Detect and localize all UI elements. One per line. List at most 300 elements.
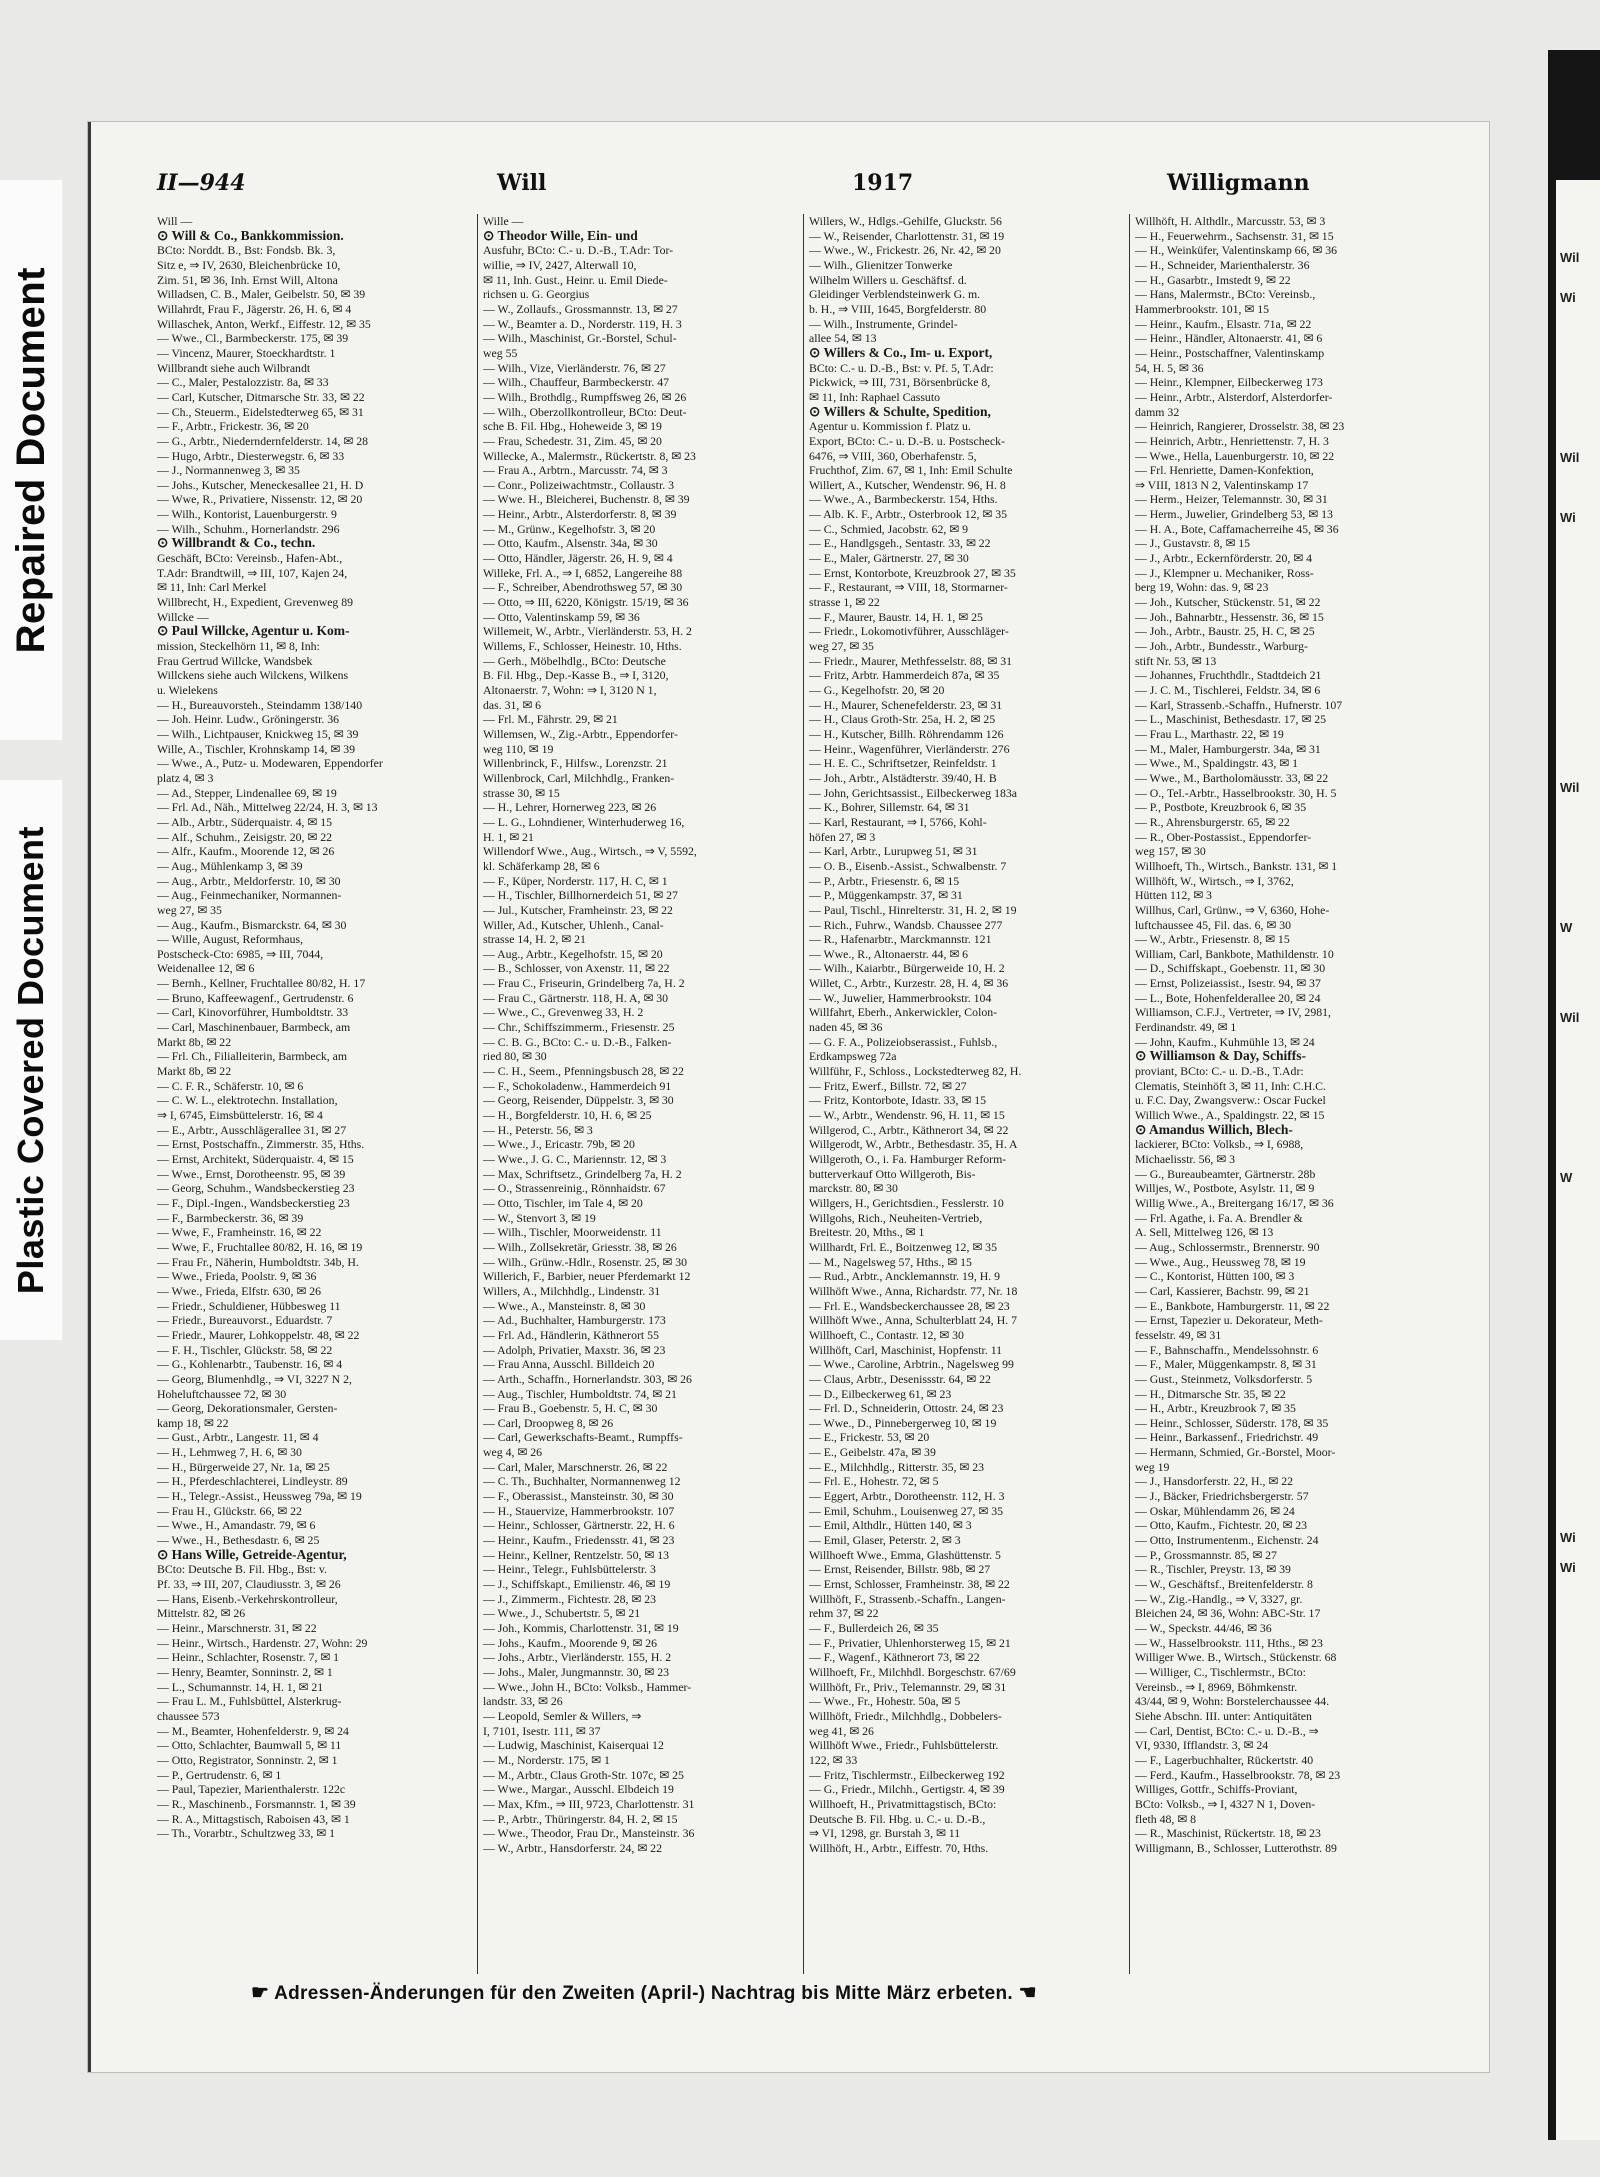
directory-entry: — F., Bullerdeich 26, ✉ 35 — [809, 1621, 939, 1635]
directory-entry: Deutsche B. Fil. Hbg. u. C.- u. D.-B., — [809, 1811, 986, 1826]
directory-entry: Willhöft, H., Arbtr., Eiffestr. 70, Hths. — [809, 1840, 989, 1855]
directory-entry: — Wwe., Frieda, Poolstr. 9, ✉ 36 — [157, 1269, 317, 1284]
directory-entry: — Heinr., Klempner, Eilbeckerweg 173 — [1135, 375, 1323, 390]
directory-entry: u. F.C. Day, Zwangsverw.: Oscar Fuckel — [1135, 1093, 1326, 1108]
directory-entry: — Ludwig, Maschinist, Kaiserquai 12 — [483, 1738, 664, 1753]
directory-entry: — F., Dipl.-Ingen., Wandsbeckerstieg 23 — [157, 1195, 350, 1210]
directory-entry: Bleichen 24, ✉ 36, Wohn: ABC-Str. 17 — [1135, 1606, 1321, 1621]
directory-entry: Ausfuhr, BCto: C.- u. D.-B., T.Adr: Tor- — [483, 243, 674, 258]
directory-entry: — H., Schneider, Marienthalerstr. 36 — [1135, 257, 1310, 272]
adjacent-page-fragment: Wi — [1560, 510, 1576, 525]
directory-entry: u. Wielekens — [157, 683, 218, 697]
directory-entry: — Aug., Feinmechaniker, Normannen- — [157, 888, 342, 903]
directory-entry: — Carl, Kinovorführer, Humboldtstr. 33 — [157, 1005, 349, 1020]
directory-entry: ⊙ Paul Willcke, Agentur u. Kom- — [157, 624, 350, 639]
directory-entry: Willhöft, W., Wirtsch., ⇒ I, 3762, — [1135, 873, 1294, 888]
directory-entry: Willendorf Wwe., Aug., Wirtsch., ⇒ V, 5592, — [483, 844, 697, 859]
directory-entry: — Williger, C., Tischlermstr., BCto: — [1135, 1664, 1306, 1679]
directory-entry: — Heinr., Kaufm., Elsastr. 71a, ✉ 22 — [1135, 316, 1312, 331]
directory-entry: — H., Telegr.-Assist., Heussweg 79a, ✉ 19 — [157, 1489, 362, 1504]
directory-entry: A. Sell, Mittelweg 126, ✉ 13 — [1135, 1225, 1274, 1240]
directory-entry: — H., Kutscher, Billh. Röhrendamm 126 — [809, 726, 1004, 741]
directory-entry: — Bernh., Kellner, Fruchtallee 80/82, H. 17 — [157, 976, 366, 991]
directory-entry: Clematis, Steinhöft 3, ✉ 11, Inh: C.H.C. — [1135, 1078, 1326, 1093]
directory-entry: H. 1, ✉ 21 — [483, 829, 534, 844]
adjacent-page-fragment: W — [1560, 1170, 1573, 1185]
directory-entry: Pickwick, ⇒ III, 731, Börsenbrücke 8, — [809, 375, 991, 390]
directory-entry: — H. E. C., Schriftsetzer, Reinfeldstr. 1 — [809, 756, 997, 771]
directory-entry: — E., Maler, Gärtnerstr. 27, ✉ 30 — [809, 551, 969, 566]
directory-entry: B. Fil. Hbg., Dep.-Kasse B., ⇒ I, 3120, — [483, 668, 669, 683]
directory-entry: — H., Weinküfer, Valentinskamp 66, ✉ 36 — [1135, 243, 1337, 258]
directory-entry: — Friedr., Maurer, Methfesselstr. 88, ✉ 31 — [809, 653, 1013, 668]
directory-entry: — C. H., Seem., Pfenningsbusch 28, ✉ 22 — [483, 1064, 684, 1079]
directory-entry: — Frl. Agathe, i. Fa. A. Brendler & — [1135, 1210, 1303, 1225]
directory-entry: 6476, ⇒ VIII, 360, Oberhafenstr. 5, — [809, 448, 977, 463]
directory-entry: — Frau Anna, Ausschl. Billdeich 20 — [483, 1357, 655, 1372]
directory-entry: — Alb., Arbtr., Süderquaistr. 4, ✉ 15 — [157, 814, 333, 829]
directory-entry: — Ernst, Architekt, Süderquaistr. 4, ✉ 15 — [157, 1152, 354, 1166]
column-divider — [477, 214, 478, 1974]
directory-entry: I, 7101, Isestr. 111, ✉ 37 — [483, 1723, 601, 1738]
directory-entry: — H., Claus Groth-Str. 25a, H. 2, ✉ 25 — [809, 712, 996, 727]
directory-entry: Willfahrt, Eberh., Ankerwickler, Colon- — [809, 1005, 998, 1020]
directory-entry: fleth 48, ✉ 8 — [1135, 1811, 1196, 1826]
directory-entry: — L. G., Lohndiener, Winterhuderweg 16, — [483, 814, 685, 829]
directory-entry: Weidenallee 12, ✉ 6 — [157, 961, 255, 976]
directory-entry: — R., Tischler, Preystr. 13, ✉ 39 — [1135, 1562, 1291, 1577]
column-2 — [483, 214, 801, 1856]
adjacent-page-fragment: Wil — [1560, 780, 1580, 795]
directory-entry: — Alfr., Kaufm., Moorende 12, ✉ 26 — [157, 844, 335, 859]
directory-entry: — Arth., Schaffn., Hornerlandstr. 303, ✉ 26 — [483, 1371, 692, 1386]
directory-entry: — Frl. Ad., Händlerin, Käthnerort 55 — [483, 1327, 659, 1342]
pointing-hand-icon: ☛ — [251, 1982, 270, 2004]
directory-entry: Willhöft Wwe., Friedr., Fuhlsbüttelerstr. — [809, 1738, 999, 1753]
directory-entry: — Rich., Fuhrw., Wandsb. Chaussee 277 — [809, 917, 1003, 932]
directory-entry: — Wwe, R., Privatiere, Nissenstr. 12, ✉ 20 — [157, 492, 363, 507]
directory-entry: — Bruno, Kaffeewagenf., Gertrudenstr. 6 — [157, 990, 354, 1005]
directory-entry: — F., Privatier, Uhlenhorsterweg 15, ✉ 21 — [809, 1635, 1011, 1650]
directory-entry: — Wwe., J. G. C., Mariennstr. 12, ✉ 3 — [483, 1152, 667, 1166]
directory-entry: — F., Lagerbuchhalter, Rückertstr. 40 — [1135, 1752, 1314, 1767]
directory-entry: Willgeroth, O., i. Fa. Hamburger Reform- — [809, 1152, 1007, 1166]
directory-entry: — F., Schreiber, Abendrothsweg 57, ✉ 30 — [483, 580, 683, 595]
directory-entry: — Carl, Kutscher, Ditmarsche Str. 33, ✉ 22 — [157, 389, 365, 404]
directory-entry: — Conr., Polizeiwachtmstr., Collaustr. 3 — [483, 477, 675, 492]
directory-entry: — Johs., Kaufm., Moorende 9, ✉ 26 — [483, 1635, 658, 1650]
directory-entry: — Fritz, Ewerf., Billstr. 72, ✉ 27 — [809, 1078, 967, 1093]
directory-entry: — F., Bahnschaffn., Mendelssohnstr. 6 — [1135, 1342, 1319, 1357]
directory-entry: — Emil, Schuhm., Louisenweg 27, ✉ 35 — [809, 1503, 1004, 1518]
directory-entry: — W., Stenvort 3, ✉ 19 — [483, 1210, 596, 1225]
directory-entry: — H., Ditmarsche Str. 35, ✉ 22 — [1135, 1386, 1286, 1401]
directory-entry: — K., Bohrer, Sillemstr. 64, ✉ 31 — [809, 800, 970, 815]
directory-entry: — H., Gasarbtr., Imstedt 9, ✉ 22 — [1135, 272, 1291, 287]
directory-entry: Fruchthof, Zim. 67, ✉ 1, Inh: Emil Schulte — [809, 463, 1013, 478]
directory-entry: Willhoeft, H., Privatmittagstisch, BCto: — [809, 1796, 997, 1811]
directory-entry: — Wwe., Frieda, Elfstr. 630, ✉ 26 — [157, 1283, 321, 1298]
directory-entry: — Wwe, F., Framheinstr. 16, ✉ 22 — [157, 1225, 322, 1240]
directory-entry: Willhöft, Fr., Priv., Telemannstr. 29, ✉ 31 — [809, 1679, 1007, 1694]
directory-entry: — Frau B., Goebenstr. 5, H. C, ✉ 30 — [483, 1401, 658, 1416]
directory-entry: — H. A., Bote, Caffamacherreihe 45, ✉ 36 — [1135, 521, 1339, 536]
directory-entry: — C. W. L., elektrotechn. Installation, — [157, 1093, 338, 1108]
directory-entry: — J., Zimmerm., Fichtestr. 28, ✉ 23 — [483, 1591, 657, 1606]
directory-entry: — P., Arbtr., Friesenstr. 6, ✉ 15 — [809, 873, 960, 888]
directory-entry: — F., Arbtr., Frickestr. 36, ✉ 20 — [157, 419, 309, 434]
column-divider — [803, 214, 804, 1974]
directory-entry: — P., Müggenkampstr. 37, ✉ 31 — [809, 888, 963, 903]
directory-entry: — Alb. K. F., Arbtr., Osterbrook 12, ✉ 35 — [809, 507, 1008, 522]
directory-entry: Markt 8b, ✉ 22 — [157, 1034, 232, 1049]
directory-entry: — Wilh., Kaiarbtr., Bürgerweide 10, H. 2 — [809, 961, 1005, 976]
directory-entry: — Georg, Dekorationsmaler, Gersten- — [157, 1401, 338, 1416]
directory-entry: — John, Kaufm., Kuhmühle 13, ✉ 24 — [1135, 1034, 1315, 1049]
column-3 — [809, 214, 1127, 1856]
directory-entry: Williger Wwe. B., Wirtsch., Stückenstr. 68 — [1135, 1650, 1337, 1665]
directory-entry: — Hans, Malermstr., BCto: Vereinsb., — [1135, 287, 1316, 302]
directory-entry: Gleidinger Verblendsteinwerk G. m. — [809, 287, 981, 302]
directory-entry: — J., Bäcker, Friedrichsbergerstr. 57 — [1135, 1489, 1309, 1504]
header-keyword-right: Willigmann — [1167, 170, 1310, 196]
directory-entry: — P., Arbtr., Thüringerstr. 84, H. 2, ✉ 15 — [483, 1811, 678, 1826]
directory-entry: — Wwe., C., Grevenweg 33, H. 2 — [483, 1005, 644, 1020]
directory-entry: Willcke — — [157, 609, 209, 624]
directory-entry: — H., Stauervize, Hammerbrookstr. 107 — [483, 1503, 675, 1518]
directory-entry: — Wwe., A., Barmbeckerstr. 154, Hths. — [809, 492, 998, 507]
directory-entry: — Heinr., Schlosser, Süderstr. 178, ✉ 35 — [1135, 1415, 1329, 1430]
directory-entry: — Wilh., Chauffeur, Barmbeckerstr. 47 — [483, 375, 670, 390]
directory-entry: — Alf., Schuhm., Zeisigstr. 20, ✉ 22 — [157, 829, 333, 844]
directory-entry: — Johs., Kutscher, Meneckesallee 21, H. D — [157, 477, 364, 492]
directory-entry: Williges, Gottfr., Schiffs-Proviant, — [1135, 1782, 1298, 1797]
directory-entry: marckstr. 80, ✉ 30 — [809, 1181, 898, 1196]
directory-entry: Willaschek, Anton, Werkf., Eiffestr. 12, ✉ 35 — [157, 316, 371, 331]
directory-entry: — Ernst, Kontorbote, Kreuzbrook 27, ✉ 35 — [809, 565, 1016, 580]
directory-entry: Michaelisstr. 56, ✉ 3 — [1135, 1152, 1235, 1166]
directory-entry: — Hans, Eisenb.-Verkehrskontrolleur, — [157, 1591, 338, 1606]
directory-entry: — John, Gerichtsassist., Eilbeckerweg 183a — [809, 785, 1018, 800]
directory-page — [88, 122, 1489, 2072]
directory-entry: — J. C. M., Tischlerei, Feldstr. 34, ✉ 6 — [1135, 683, 1321, 697]
directory-entry: — P., Postbote, Kreuzbrook 6, ✉ 35 — [1135, 800, 1307, 815]
directory-entry: ⇒ VIII, 1813 N 2, Valentinskamp 17 — [1135, 477, 1309, 492]
header-keyword-left: Will — [497, 170, 547, 196]
directory-entry: — Ad., Stepper, Lindenallee 69, ✉ 19 — [157, 785, 337, 800]
directory-entry: — Wilh., Tischler, Moorweidenstr. 11 — [483, 1225, 662, 1240]
directory-entry: Willjes, W., Postbote, Asylstr. 11, ✉ 9 — [1135, 1181, 1315, 1196]
directory-entry: — B., Schlosser, von Axenstr. 11, ✉ 22 — [483, 961, 670, 976]
directory-entry: — H., Borgfelderstr. 10, H. 6, ✉ 25 — [483, 1108, 652, 1123]
directory-entry: — Carl, Kassierer, Bachstr. 99, ✉ 21 — [1135, 1283, 1310, 1298]
directory-entry: — J., Gustavstr. 8, ✉ 15 — [1135, 536, 1251, 551]
directory-entry: kamp 18, ✉ 22 — [157, 1415, 229, 1430]
directory-entry: — Frau A., Arbtrn., Marcusstr. 74, ✉ 3 — [483, 463, 668, 478]
directory-entry: Willhöft, F., Strassenb.-Schaffn., Langen- — [809, 1591, 1006, 1606]
directory-entry: — Heinr., Marschnerstr. 31, ✉ 22 — [157, 1621, 317, 1635]
directory-entry: — Max, Kfm., ⇒ III, 9723, Charlottenstr. 31 — [483, 1796, 695, 1811]
directory-entry: lackierer, BCto: Volksb., ⇒ I, 6988, — [1135, 1137, 1304, 1152]
directory-entry: — R. A., Mittagstisch, Raboisen 43, ✉ 1 — [157, 1811, 350, 1826]
directory-entry: Willecke, A., Malermstr., Rückertstr. 8, ✉ 23 — [483, 448, 696, 463]
directory-entry: — E., Milchhdlg., Ritterstr. 35, ✉ 23 — [809, 1459, 985, 1474]
directory-entry: — Wwe., H., Bethesdastr. 6, ✉ 25 — [157, 1533, 320, 1548]
directory-entry: Willenbrinck, F., Hilfsw., Lorenzstr. 21 — [483, 756, 668, 771]
directory-entry: — Heinrich, Arbtr., Henriettenstr. 7, H. 3 — [1135, 433, 1329, 448]
directory-entry: — Frl. M., Fährstr. 29, ✉ 21 — [483, 712, 618, 727]
repaired-document-label — [0, 180, 62, 740]
directory-entry: — L., Schumannstr. 14, H. 1, ✉ 21 — [157, 1679, 324, 1694]
directory-entry: Willemeit, W., Arbtr., Vierländerstr. 53, H. 2 — [483, 624, 692, 639]
directory-entry: weg 27, ✉ 35 — [157, 902, 222, 917]
directory-entry: — Max, Schriftsetz., Grindelberg 7a, H. 2 — [483, 1166, 682, 1181]
directory-entry: — O., Strassenreinig., Rönnhaidstr. 67 — [483, 1181, 666, 1196]
page-header — [157, 170, 1429, 204]
directory-entry: — Wilh., Lichtpauser, Knickweg 15, ✉ 39 — [157, 726, 359, 741]
directory-entry: Willgerod, C., Arbtr., Käthnerort 34, ✉ 22 — [809, 1122, 1009, 1137]
directory-entry: — G., Friedr., Milchh., Gertigstr. 4, ✉ 39 — [809, 1782, 1005, 1797]
directory-entry: — W., Zollaufs., Grossmannstr. 13, ✉ 27 — [483, 301, 678, 316]
directory-entry: — Wwe., Caroline, Arbtrin., Nagelsweg 99 — [809, 1357, 1014, 1372]
directory-entry: Ferdinandstr. 49, ✉ 1 — [1135, 1020, 1237, 1035]
directory-entry: — Wilh., Brothdlg., Rumpffsweg 26, ✉ 26 — [483, 389, 687, 404]
directory-entry: ✉ 11, Inh. Gust., Heinr. u. Emil Diede- — [483, 272, 668, 287]
directory-entry: — Gust., Steinmetz, Volksdorferstr. 5 — [1135, 1371, 1313, 1386]
directory-entry: — Friedr., Schuldiener, Hübbesweg 11 — [157, 1298, 341, 1313]
directory-entry: landstr. 33, ✉ 26 — [483, 1694, 563, 1709]
directory-entry: Willems, F., Schlosser, Heinestr. 10, Hths. — [483, 639, 682, 654]
directory-entry: — R., Hafenarbtr., Marckmannstr. 121 — [809, 932, 992, 947]
directory-entry: — W., Beamter a. D., Norderstr. 119, H. 3 — [483, 316, 682, 331]
directory-entry: Willckens siehe auch Wilckens, Wilkens — [157, 668, 349, 683]
directory-entry: — Karl, Arbtr., Lurupweg 51, ✉ 31 — [809, 844, 978, 859]
directory-entry: berg 19, Wohn: das. 9, ✉ 23 — [1135, 580, 1269, 595]
directory-entry: Hoheluftchaussee 72, ✉ 30 — [157, 1386, 287, 1401]
adjacent-page-fragment: Wi — [1560, 290, 1576, 305]
directory-entry: Willgers, H., Gerichtsdien., Fesslerstr. 10 — [809, 1195, 1004, 1210]
directory-entry: — Ernst, Schlosser, Framheinstr. 38, ✉ 22 — [809, 1577, 1010, 1592]
directory-entry: — H., Lehrer, Hornerweg 223, ✉ 26 — [483, 800, 657, 815]
directory-entry: — Wwe., W., Frickestr. 26, Nr. 42, ✉ 20 — [809, 243, 1001, 258]
directory-entry: willie, ⇒ IV, 2427, Alterwall 10, — [483, 257, 637, 272]
directory-entry: ⇒ VI, 1298, gr. Burstah 3, ✉ 11 — [809, 1826, 961, 1841]
directory-entry: — Carl, Gewerkschafts-Beamt., Rumpffs- — [483, 1430, 683, 1445]
directory-entry: — Ernst, Tapezier u. Dekorateur, Meth- — [1135, 1313, 1323, 1328]
directory-entry: — Claus, Arbtr., Desenissstr. 64, ✉ 22 — [809, 1371, 991, 1386]
directory-entry: Willhöft, H. Althdlr., Marcusstr. 53, ✉ 3 — [1135, 214, 1326, 228]
directory-entry: Wille, A., Tischler, Krohnskamp 14, ✉ 39 — [157, 741, 356, 756]
repaired-document-text: Repaired Document — [8, 266, 53, 654]
directory-entry: — Wwe., J., Schubertstr. 5, ✉ 21 — [483, 1606, 641, 1621]
directory-entry: — Otto, ⇒ III, 6220, Königstr. 15/19, ✉ 36 — [483, 595, 689, 610]
directory-entry: — Jul., Kutscher, Framheinstr. 23, ✉ 22 — [483, 902, 673, 917]
directory-entry: — Wwe., J., Ericastr. 79b, ✉ 20 — [483, 1137, 635, 1152]
directory-entry: Willigmann, B., Schlosser, Lutterothstr. 89 — [1135, 1840, 1337, 1855]
directory-entry: — Joh., Kutscher, Stückenstr. 51, ✉ 22 — [1135, 595, 1321, 610]
directory-entry: — Wwe., H., Amandastr. 79, ✉ 6 — [157, 1518, 316, 1533]
directory-entry: Willeke, Frl. A., ⇒ I, 6852, Langereihe 88 — [483, 565, 683, 580]
directory-entry: Willert, A., Kutscher, Wendenstr. 96, H. 8 — [809, 477, 1006, 492]
directory-entry: — M., Beamter, Hohenfelderstr. 9, ✉ 24 — [157, 1723, 349, 1738]
directory-entry: — Karl, Restaurant, ⇒ I, 5766, Kohl- — [809, 814, 987, 829]
directory-entry: — Otto, Valentinskamp 59, ✉ 36 — [483, 609, 640, 624]
directory-entry: — G., Arbtr., Niederndernfelderstr. 14, ✉ 28 — [157, 433, 369, 448]
directory-entry: — C. Th., Buchhalter, Normannenweg 12 — [483, 1474, 681, 1489]
directory-entry: — J., Schiffskapt., Emilienstr. 46, ✉ 19 — [483, 1577, 671, 1592]
directory-entry: ✉ 11, Inh: Carl Merkel — [157, 580, 267, 595]
directory-entry: Hammerbrookstr. 101, ✉ 15 — [1135, 301, 1270, 316]
directory-entry: — G., Kegelhofstr. 20, ✉ 20 — [809, 683, 945, 697]
directory-entry: — G. F. A., Polizeiobserassist., Fuhlsb., — [809, 1034, 998, 1049]
directory-entry: — W., Hasselbrookstr. 111, Hths., ✉ 23 — [1135, 1635, 1323, 1650]
directory-entry: — F., Wagenf., Käthnerort 73, ✉ 22 — [809, 1650, 980, 1665]
directory-entry: — Wilh., Schuhm., Hornerlandstr. 296 — [157, 521, 340, 536]
directory-entry: — Wwe., Fr., Hohestr. 50a, ✉ 5 — [809, 1694, 961, 1709]
directory-entry: — W., Juwelier, Hammerbrookstr. 104 — [809, 990, 992, 1005]
directory-entry: BCto: Deutsche B. Fil. Hbg., Bst: v. — [157, 1562, 327, 1577]
directory-entry: — Otto, Schlachter, Baumwall 5, ✉ 11 — [157, 1738, 342, 1753]
directory-entry: — Wilh., Vize, Vierländerstr. 76, ✉ 27 — [483, 360, 666, 375]
directory-entry: — Heinr., Schlosser, Gärtnerstr. 22, H. 6 — [483, 1518, 675, 1533]
directory-entry: — J., Normannenweg 3, ✉ 35 — [157, 463, 300, 478]
adjacent-page-fragment: Wi — [1560, 1560, 1576, 1575]
directory-entry: — Emil, Althdlr., Hütten 140, ✉ 3 — [809, 1518, 972, 1533]
directory-entry: — Heinr., Wirtsch., Hardenstr. 27, Wohn: 29 — [157, 1635, 368, 1650]
directory-entry: allee 54, ✉ 13 — [809, 331, 877, 346]
directory-entry: — Hugo, Arbtr., Diesterwegstr. 6, ✉ 33 — [157, 448, 345, 463]
column-1 — [157, 214, 475, 1841]
directory-entry: — Emil, Glaser, Peterstr. 2, ✉ 3 — [809, 1533, 961, 1548]
directory-entry: — C., Maler, Pestalozzistr. 8a, ✉ 33 — [157, 375, 329, 390]
directory-entry: platz 4, ✉ 3 — [157, 770, 214, 785]
directory-entry: — J., Klempner u. Mechaniker, Ross- — [1135, 565, 1314, 580]
directory-entry: ⊙ Will & Co., Bankkommission. — [157, 228, 344, 243]
directory-entry: — M., Grünw., Kegelhofstr. 3, ✉ 20 — [483, 521, 656, 536]
directory-entry: — L., Maschinist, Bethesdastr. 17, ✉ 25 — [1135, 712, 1327, 727]
directory-entry: Altonaerstr. 7, Wohn: ⇒ I, 3120 N 1, — [483, 683, 657, 697]
directory-entry: naden 45, ✉ 36 — [809, 1020, 883, 1035]
directory-entry: Willführ, F., Schloss., Lockstedterweg 82, H. — [809, 1064, 1022, 1079]
directory-entry: — Friedr., Maurer, Lohkoppelstr. 48, ✉ 22 — [157, 1327, 360, 1342]
directory-entry: — F., Maler, Müggenkampstr. 8, ✉ 31 — [1135, 1357, 1317, 1372]
directory-entry: — M., Norderstr. 175, ✉ 1 — [483, 1752, 610, 1767]
directory-entry: — Ferd., Kaufm., Hasselbrookstr. 78, ✉ 23 — [1135, 1767, 1341, 1782]
directory-entry: Willadsen, C. B., Maler, Geibelstr. 50, ✉ 39 — [157, 287, 366, 302]
directory-entry: — Eggert, Arbtr., Dorotheenstr. 112, H. 3 — [809, 1489, 1005, 1504]
adjacent-page-edge — [1556, 180, 1600, 2140]
directory-entry: — Aug., Kaufm., Bismarckstr. 64, ✉ 30 — [157, 917, 347, 932]
directory-entry: ⊙ Williamson & Day, Schiffs- — [1135, 1049, 1306, 1064]
directory-entry: — Joh., Kommis, Charlottenstr. 31, ✉ 19 — [483, 1621, 679, 1635]
directory-entry: — Frl. D., Schneiderin, Ottostr. 24, ✉ 23 — [809, 1401, 1004, 1416]
directory-entry: — Joh., Arbtr., Bundesstr., Warburg- — [1135, 639, 1308, 654]
directory-entry: Siehe Abschn. III. unter: Antiquitäten — [1135, 1708, 1312, 1723]
directory-entry: — Wwe, F., Fruchtallee 80/82, H. 16, ✉ 19 — [157, 1239, 363, 1254]
directory-entry: — Frl. E., Hohestr. 72, ✉ 5 — [809, 1474, 939, 1489]
directory-entry: — H., Pferdeschlachterei, Lindleystr. 89 — [157, 1474, 348, 1489]
directory-entry: Willhöft Wwe., Anna, Richardstr. 77, Nr. 18 — [809, 1283, 1018, 1298]
directory-entry: — Frau L., Marthastr. 22, ✉ 19 — [1135, 726, 1284, 741]
adjacent-page-fragment: Wi — [1560, 1530, 1576, 1545]
directory-entry: — Wwe., Cl., Barmbeckerstr. 175, ✉ 39 — [157, 331, 349, 346]
column-4 — [1135, 214, 1453, 1856]
directory-entry: — Paul, Tapezier, Marienthalerstr. 122c — [157, 1782, 346, 1797]
directory-entry: — W., Arbtr., Hansdorferstr. 24, ✉ 22 — [483, 1840, 662, 1855]
directory-entry: — Friedr., Lokomotivführer, Ausschläger- — [809, 624, 1009, 639]
directory-entry: BCto: Volksb., ⇒ I, 4327 N 1, Doven- — [1135, 1796, 1316, 1811]
directory-entry: Geschäft, BCto: Vereinsb., Hafen-Abt., — [157, 551, 343, 566]
directory-entry: — H., Peterstr. 56, ✉ 3 — [483, 1122, 593, 1137]
adjacent-page-fragment: Wil — [1560, 250, 1580, 265]
directory-entry: strasse 1, ✉ 22 — [809, 595, 880, 610]
directory-entry: — H., Lehmweg 7, H. 6, ✉ 30 — [157, 1445, 302, 1460]
directory-entry: — J., Hansdorferstr. 22, H., ✉ 22 — [1135, 1474, 1293, 1489]
plastic-covered-text: Plastic Covered Document — [10, 825, 51, 1295]
directory-entry: — W., Zig.-Handlg., ⇒ V, 3327, gr. — [1135, 1591, 1303, 1606]
column-divider — [1129, 214, 1130, 1974]
directory-entry: — Georg, Reisender, Düppelstr. 3, ✉ 30 — [483, 1093, 674, 1108]
directory-entry: — Heinr., Arbtr., Alsterdorf, Alsterdorfer- — [1135, 389, 1333, 404]
directory-entry: Hütten 112, ✉ 3 — [1135, 888, 1212, 903]
directory-entry: — R., Maschinenb., Forsmannstr. 1, ✉ 39 — [157, 1796, 356, 1811]
directory-entry: Willer, Ad., Kutscher, Uhlenh., Canal- — [483, 917, 664, 932]
directory-entry: — P., Gertrudenstr. 6, ✉ 1 — [157, 1767, 282, 1782]
directory-entry: Pf. 33, ⇒ III, 207, Claudiusstr. 3, ✉ 26 — [157, 1577, 341, 1592]
directory-entry: richsen u. G. Georgius — [483, 287, 590, 302]
plastic-covered-label — [0, 780, 62, 1340]
directory-entry: — Frl. Henriette, Damen-Konfektion, — [1135, 463, 1314, 478]
directory-entry: — F., Schokoladenw., Hammerdeich 91 — [483, 1078, 672, 1093]
directory-entry: Willig Wwe., A., Breitergang 16/17, ✉ 36 — [1135, 1195, 1334, 1210]
directory-entry: — Heinr., Kellner, Rentzelstr. 50, ✉ 13 — [483, 1547, 670, 1562]
directory-entry: Wille — — [483, 214, 524, 228]
directory-entry: — J., Arbtr., Eckernförderstr. 20, ✉ 4 — [1135, 551, 1312, 566]
directory-entry: — Heinr., Kaufm., Friedensstr. 41, ✉ 23 — [483, 1533, 675, 1548]
directory-entry: — Carl, Maschinenbauer, Barmbeck, am — [157, 1020, 351, 1035]
directory-entry: — Leopold, Semler & Willers, ⇒ — [483, 1708, 642, 1723]
directory-entry: — Wilh., Glienitzer Tonwerke — [809, 257, 953, 272]
directory-entry: — F., Maurer, Baustr. 14, H. 1, ✉ 25 — [809, 609, 983, 624]
directory-entry: weg 19 — [1135, 1459, 1170, 1474]
directory-entry: — Herm., Heizer, Telemannstr. 30, ✉ 31 — [1135, 492, 1328, 507]
directory-entry: Willet, C., Arbtr., Kurzestr. 28, H. 4, ✉ 36 — [809, 976, 1009, 991]
directory-entry: Willhöft, Carl, Maschinist, Hopfenstr. 11 — [809, 1342, 1003, 1357]
directory-entry: — Fritz, Kontorbote, Idastr. 33, ✉ 15 — [809, 1093, 986, 1108]
directory-entry: BCto: Norddt. B., Bst: Fondsb. Bk. 3, — [157, 243, 336, 258]
directory-entry: — Heinr., Barkassenf., Friedrichstr. 49 — [1135, 1430, 1319, 1445]
directory-entry: — Wwe., John H., BCto: Volksb., Hammer- — [483, 1679, 692, 1694]
directory-entry: — Wille, August, Reformhaus, — [157, 932, 304, 947]
directory-entry: — Frau L. M., Fuhlsbüttel, Alsterkrug- — [157, 1694, 342, 1709]
directory-entry: — M., Nagelsweg 57, Hths., ✉ 15 — [809, 1254, 972, 1269]
directory-entry: Willhöft Wwe., Anna, Schulterblatt 24, H. 7 — [809, 1313, 1018, 1328]
directory-entry: — Joh., Bahnarbtr., Hessenstr. 36, ✉ 15 — [1135, 609, 1324, 624]
directory-entry: — Frl. E., Wandsbeckerchaussee 28, ✉ 23 — [809, 1298, 1010, 1313]
directory-entry: butterverkauf Otto Willgeroth, Bis- — [809, 1166, 976, 1181]
directory-entry: — W., Arbtr., Friesenstr. 8, ✉ 15 — [1135, 932, 1290, 947]
directory-entry: — M., Maler, Hamburgerstr. 34a, ✉ 31 — [1135, 741, 1321, 756]
directory-entry: — W., Reisender, Charlottenstr. 31, ✉ 19 — [809, 228, 1005, 243]
directory-entry: — Frl. Ad., Näh., Mittelweg 22/24, H. 3, ✉ 13 — [157, 800, 378, 815]
directory-entry: — Frau, Schedestr. 31, Zim. 45, ✉ 20 — [483, 433, 662, 448]
adjacent-page-fragment: Wil — [1560, 1010, 1580, 1025]
directory-entry: — H., Bureauvorsteh., Steindamm 138/140 — [157, 697, 363, 712]
directory-entry: — L., Bote, Hohenfelderallee 20, ✉ 24 — [1135, 990, 1321, 1005]
directory-entry: — Ernst, Postschaffn., Zimmerstr. 35, Hths. — [157, 1137, 365, 1152]
directory-entry: — Heinr., Schlachter, Rosenstr. 7, ✉ 1 — [157, 1650, 340, 1665]
directory-entry: — Wwe., A., Putz- u. Modewaren, Eppendorfer — [157, 756, 383, 771]
